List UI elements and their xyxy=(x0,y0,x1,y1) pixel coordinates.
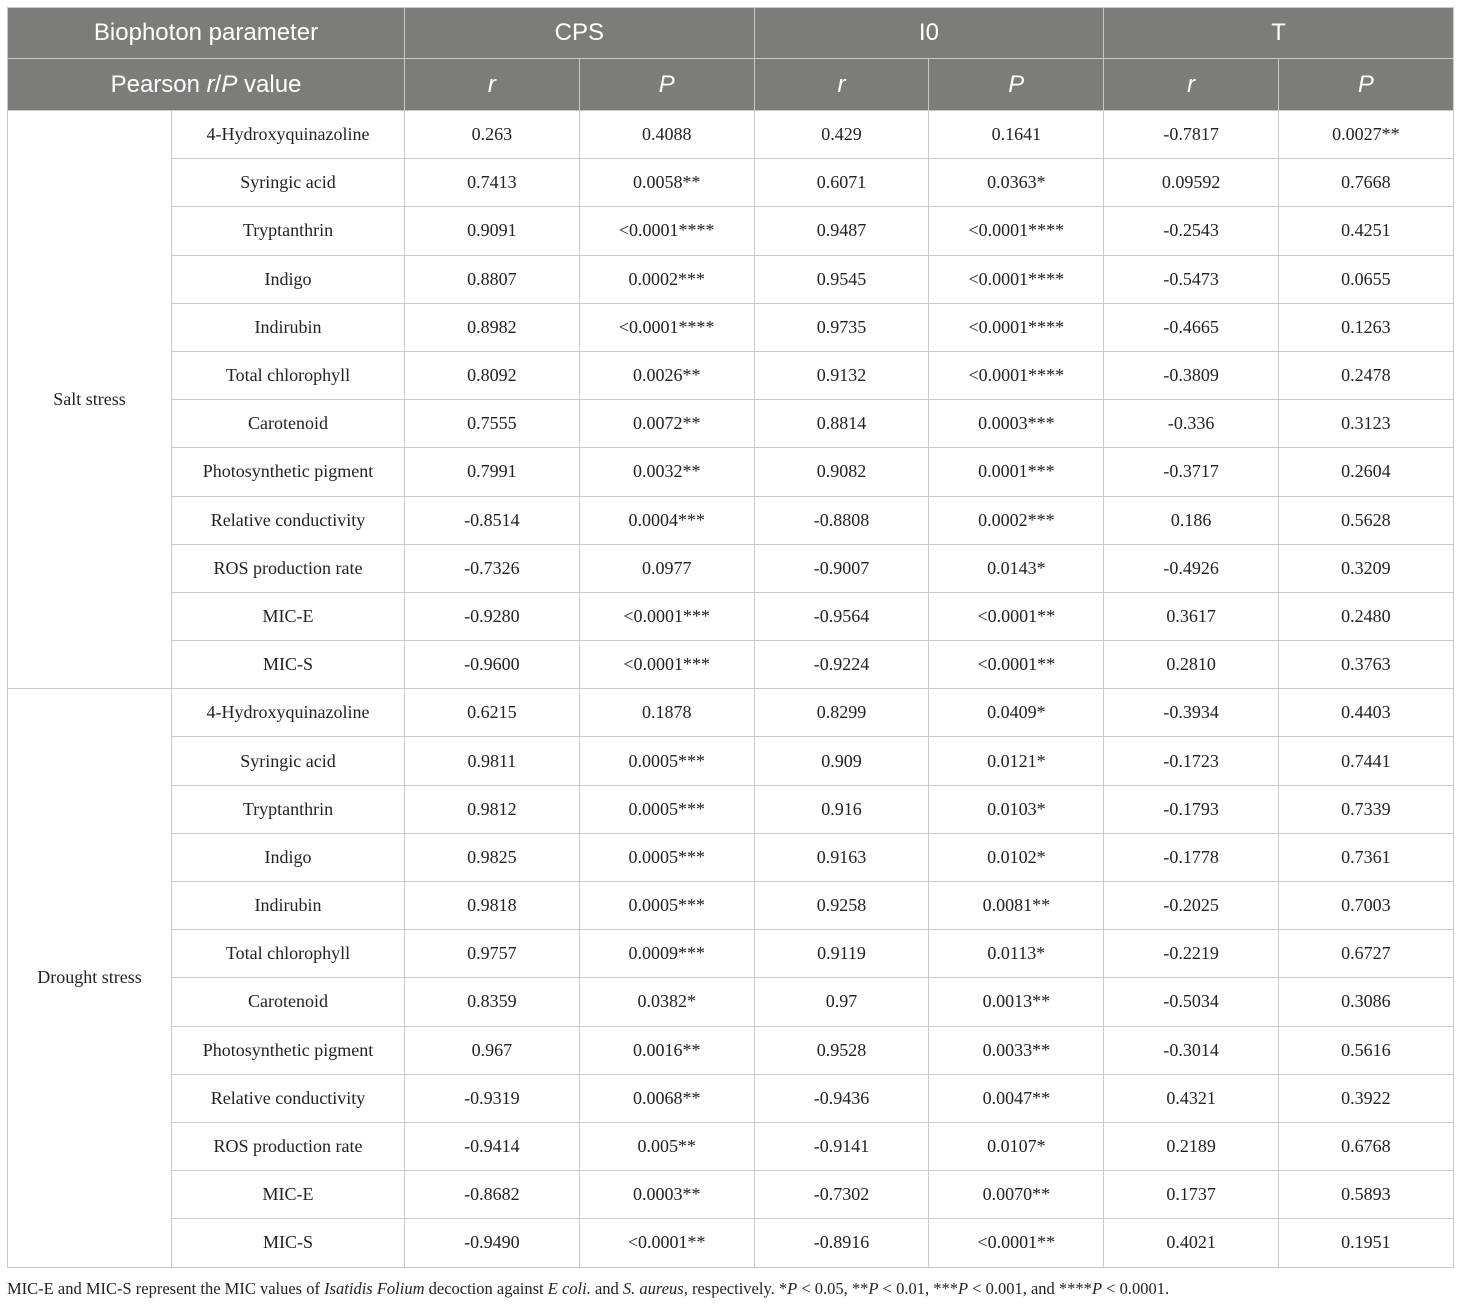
p-value-cell: 0.2604 xyxy=(1279,448,1454,496)
p-value-cell: <0.0001** xyxy=(929,641,1104,689)
p-value-cell: 0.0068** xyxy=(579,1074,754,1122)
header-group-cps: CPS xyxy=(405,8,755,59)
parameter-cell: Total chlorophyll xyxy=(172,351,405,399)
p-value-cell: 0.0005*** xyxy=(579,833,754,881)
p-value-cell: 0.3209 xyxy=(1279,544,1454,592)
p-value-cell: 0.3922 xyxy=(1279,1074,1454,1122)
table-row xyxy=(8,930,1454,978)
r-value-cell: -0.7817 xyxy=(1104,111,1279,159)
r-value-cell: -0.9490 xyxy=(405,1219,580,1267)
p-value-cell: 0.2480 xyxy=(1279,592,1454,640)
p-value-cell: 0.4251 xyxy=(1279,207,1454,255)
r-value-cell: -0.8682 xyxy=(405,1171,580,1219)
r-value-cell: 0.97 xyxy=(754,978,929,1026)
r-value-cell: 0.916 xyxy=(754,785,929,833)
table-row xyxy=(8,1074,1454,1122)
r-value-cell: -0.2025 xyxy=(1104,882,1279,930)
p-value-cell: 0.0002*** xyxy=(929,496,1104,544)
p-value-cell: 0.0047** xyxy=(929,1074,1104,1122)
p-value-cell: 0.1878 xyxy=(579,689,754,737)
p-value-cell: 0.1951 xyxy=(1279,1219,1454,1267)
r-value-cell: 0.186 xyxy=(1104,496,1279,544)
table-row xyxy=(8,833,1454,881)
p-value-cell: 0.0081** xyxy=(929,882,1104,930)
p-value-cell: 0.0013** xyxy=(929,978,1104,1026)
r-value-cell: 0.8359 xyxy=(405,978,580,1026)
table-row xyxy=(8,496,1454,544)
r-value-cell: 0.4021 xyxy=(1104,1219,1279,1267)
p-value-cell: 0.3086 xyxy=(1279,978,1454,1026)
p-value-cell: <0.0001*** xyxy=(579,641,754,689)
p-value-cell: 0.0002*** xyxy=(579,255,754,303)
r-value-cell: 0.7991 xyxy=(405,448,580,496)
r-value-cell: 0.8814 xyxy=(754,400,929,448)
p-value-cell: 0.0016** xyxy=(579,1026,754,1074)
r-value-cell: -0.8916 xyxy=(754,1219,929,1267)
table-row xyxy=(8,978,1454,1026)
header-sub-p xyxy=(1279,59,1454,111)
header-pearson-r: r xyxy=(206,70,215,98)
footnote-italic: Isatidis Folium xyxy=(324,1279,425,1298)
r-value-cell: -0.2543 xyxy=(1104,207,1279,255)
p-value-cell: 0.0032** xyxy=(579,448,754,496)
r-value-cell: 0.9091 xyxy=(405,207,580,255)
header-pearson-suffix: value xyxy=(237,70,302,98)
parameter-cell: Photosynthetic pigment xyxy=(172,448,405,496)
r-value-cell: -0.1723 xyxy=(1104,737,1279,785)
p-value-cell: 0.0001*** xyxy=(929,448,1104,496)
table-header xyxy=(8,8,1454,111)
r-value-cell: -0.1778 xyxy=(1104,833,1279,881)
p-value-cell: 0.7668 xyxy=(1279,159,1454,207)
r-value-cell: -0.8808 xyxy=(754,496,929,544)
r-value-cell: 0.8982 xyxy=(405,303,580,351)
header-sub-label: P xyxy=(658,70,675,98)
parameter-cell: Indigo xyxy=(172,833,405,881)
r-value-cell: 0.6071 xyxy=(754,159,929,207)
footnote-italic: P xyxy=(787,1279,798,1298)
p-value-cell: 0.0121* xyxy=(929,737,1104,785)
footnote-text: decoction against xyxy=(424,1279,548,1298)
table-row xyxy=(8,689,1454,737)
correlation-table xyxy=(7,7,1454,1268)
p-value-cell: 0.0027** xyxy=(1279,111,1454,159)
p-value-cell: 0.1263 xyxy=(1279,303,1454,351)
r-value-cell: 0.8807 xyxy=(405,255,580,303)
r-value-cell: 0.429 xyxy=(754,111,929,159)
table-row xyxy=(8,255,1454,303)
r-value-cell: 0.2189 xyxy=(1104,1122,1279,1170)
r-value-cell: -0.7302 xyxy=(754,1171,929,1219)
parameter-cell: 4-Hydroxyquinazoline xyxy=(172,689,405,737)
parameter-cell: MIC-S xyxy=(172,1219,405,1267)
r-value-cell: -0.336 xyxy=(1104,400,1279,448)
table-row xyxy=(8,351,1454,399)
p-value-cell: 0.0070** xyxy=(929,1171,1104,1219)
p-value-cell: 0.0655 xyxy=(1279,255,1454,303)
r-value-cell: 0.7555 xyxy=(405,400,580,448)
r-value-cell: 0.8092 xyxy=(405,351,580,399)
header-sub-label: r xyxy=(837,70,846,98)
r-value-cell: -0.4665 xyxy=(1104,303,1279,351)
r-value-cell: -0.9436 xyxy=(754,1074,929,1122)
r-value-cell: -0.9414 xyxy=(405,1122,580,1170)
section-label: Drought stress xyxy=(8,689,172,1267)
p-value-cell: 0.0026** xyxy=(579,351,754,399)
r-value-cell: -0.9007 xyxy=(754,544,929,592)
parameter-cell: Carotenoid xyxy=(172,400,405,448)
p-value-cell: 0.0977 xyxy=(579,544,754,592)
r-value-cell: -0.3014 xyxy=(1104,1026,1279,1074)
header-sub-r xyxy=(1104,59,1279,111)
r-value-cell: 0.9487 xyxy=(754,207,929,255)
parameter-cell: Tryptanthrin xyxy=(172,785,405,833)
p-value-cell: 0.0005*** xyxy=(579,737,754,785)
parameter-cell: 4-Hydroxyquinazoline xyxy=(172,111,405,159)
r-value-cell: 0.9818 xyxy=(405,882,580,930)
parameter-cell: Relative conductivity xyxy=(172,496,405,544)
header-sub-r xyxy=(405,59,580,111)
r-value-cell: 0.9812 xyxy=(405,785,580,833)
table-row xyxy=(8,448,1454,496)
footnote-italic: E coli. xyxy=(547,1279,591,1298)
table-row xyxy=(8,1122,1454,1170)
parameter-cell: Indigo xyxy=(172,255,405,303)
r-value-cell: 0.9735 xyxy=(754,303,929,351)
r-value-cell: 0.1737 xyxy=(1104,1171,1279,1219)
r-value-cell: -0.9600 xyxy=(405,641,580,689)
table-row xyxy=(8,785,1454,833)
p-value-cell: 0.0005*** xyxy=(579,785,754,833)
r-value-cell: 0.9545 xyxy=(754,255,929,303)
r-value-cell: -0.8514 xyxy=(405,496,580,544)
header-biophoton-parameter: Biophoton parameter xyxy=(8,8,405,59)
r-value-cell: -0.7326 xyxy=(405,544,580,592)
table-body xyxy=(8,111,1454,1268)
footnote-text: < 0.001, and **** xyxy=(968,1279,1092,1298)
p-value-cell: <0.0001**** xyxy=(579,207,754,255)
footnote-text: and xyxy=(590,1279,623,1298)
p-value-cell: 0.7441 xyxy=(1279,737,1454,785)
p-value-cell: 0.2478 xyxy=(1279,351,1454,399)
r-value-cell: -0.9319 xyxy=(405,1074,580,1122)
table-row xyxy=(8,1219,1454,1267)
r-value-cell: 0.263 xyxy=(405,111,580,159)
r-value-cell: -0.3809 xyxy=(1104,351,1279,399)
r-value-cell: 0.909 xyxy=(754,737,929,785)
r-value-cell: -0.9564 xyxy=(754,592,929,640)
parameter-cell: Relative conductivity xyxy=(172,1074,405,1122)
header-sub-p xyxy=(929,59,1104,111)
header-row-groups xyxy=(8,8,1454,59)
r-value-cell: 0.3617 xyxy=(1104,592,1279,640)
p-value-cell: 0.0113* xyxy=(929,930,1104,978)
p-value-cell: 0.0072** xyxy=(579,400,754,448)
table-footnote xyxy=(7,1279,1169,1299)
p-value-cell: 0.5893 xyxy=(1279,1171,1454,1219)
parameter-cell: MIC-E xyxy=(172,592,405,640)
table-row xyxy=(8,111,1454,159)
r-value-cell: 0.6215 xyxy=(405,689,580,737)
header-group-i0: I0 xyxy=(754,8,1104,59)
parameter-cell: MIC-S xyxy=(172,641,405,689)
parameter-cell: ROS production rate xyxy=(172,1122,405,1170)
p-value-cell: 0.0107* xyxy=(929,1122,1104,1170)
p-value-cell: 0.0103* xyxy=(929,785,1104,833)
r-value-cell: -0.9224 xyxy=(754,641,929,689)
p-value-cell: 0.0102* xyxy=(929,833,1104,881)
parameter-cell: MIC-E xyxy=(172,1171,405,1219)
parameter-cell: Syringic acid xyxy=(172,159,405,207)
r-value-cell: -0.1793 xyxy=(1104,785,1279,833)
r-value-cell: -0.2219 xyxy=(1104,930,1279,978)
p-value-cell: 0.6768 xyxy=(1279,1122,1454,1170)
header-sub-label: r xyxy=(1187,70,1196,98)
footnote-text: , respectively. * xyxy=(683,1279,788,1298)
r-value-cell: 0.9811 xyxy=(405,737,580,785)
table-row xyxy=(8,1171,1454,1219)
p-value-cell: 0.4403 xyxy=(1279,689,1454,737)
table-row xyxy=(8,882,1454,930)
r-value-cell: 0.9119 xyxy=(754,930,929,978)
p-value-cell: 0.6727 xyxy=(1279,930,1454,978)
p-value-cell: 0.0003*** xyxy=(929,400,1104,448)
parameter-cell: Tryptanthrin xyxy=(172,207,405,255)
footnote-italic: S. aureus xyxy=(622,1279,684,1298)
header-pearson-sep: / xyxy=(214,70,222,98)
footnote-text: < 0.0001. xyxy=(1102,1279,1170,1298)
section-label: Salt stress xyxy=(8,111,172,689)
r-value-cell: -0.4926 xyxy=(1104,544,1279,592)
p-value-cell: <0.0001**** xyxy=(929,207,1104,255)
p-value-cell: 0.0005*** xyxy=(579,882,754,930)
header-sub-r xyxy=(754,59,929,111)
p-value-cell: 0.0004*** xyxy=(579,496,754,544)
r-value-cell: 0.2810 xyxy=(1104,641,1279,689)
parameter-cell: Indirubin xyxy=(172,303,405,351)
p-value-cell: 0.5616 xyxy=(1279,1026,1454,1074)
header-sub-p xyxy=(579,59,754,111)
p-value-cell: 0.7339 xyxy=(1279,785,1454,833)
parameter-cell: Syringic acid xyxy=(172,737,405,785)
r-value-cell: 0.967 xyxy=(405,1026,580,1074)
p-value-cell: <0.0001**** xyxy=(929,255,1104,303)
table-row xyxy=(8,641,1454,689)
parameter-cell: Carotenoid xyxy=(172,978,405,1026)
r-value-cell: -0.9141 xyxy=(754,1122,929,1170)
p-value-cell: 0.3763 xyxy=(1279,641,1454,689)
footnote-italic: P xyxy=(868,1279,879,1298)
header-sub-label: P xyxy=(1008,70,1025,98)
r-value-cell: -0.5034 xyxy=(1104,978,1279,1026)
p-value-cell: <0.0001*** xyxy=(579,592,754,640)
p-value-cell: 0.0143* xyxy=(929,544,1104,592)
p-value-cell: 0.0382* xyxy=(579,978,754,1026)
p-value-cell: <0.0001**** xyxy=(579,303,754,351)
p-value-cell: 0.0058** xyxy=(579,159,754,207)
header-sub-label: P xyxy=(1357,70,1374,98)
p-value-cell: 0.1641 xyxy=(929,111,1104,159)
p-value-cell: <0.0001** xyxy=(579,1219,754,1267)
parameter-cell: ROS production rate xyxy=(172,544,405,592)
table-row xyxy=(8,737,1454,785)
r-value-cell: -0.3934 xyxy=(1104,689,1279,737)
p-value-cell: <0.0001**** xyxy=(929,351,1104,399)
p-value-cell: 0.0363* xyxy=(929,159,1104,207)
r-value-cell: 0.9825 xyxy=(405,833,580,881)
footnote-italic: P xyxy=(1091,1279,1103,1298)
p-value-cell: 0.0033** xyxy=(929,1026,1104,1074)
header-pearson-label xyxy=(8,59,405,111)
header-sub-label: r xyxy=(487,70,496,98)
table-row xyxy=(8,544,1454,592)
table-row xyxy=(8,592,1454,640)
r-value-cell: -0.3717 xyxy=(1104,448,1279,496)
footnote-italic: P xyxy=(957,1279,969,1298)
table-row xyxy=(8,207,1454,255)
footnote-text: < 0.05, ** xyxy=(797,1279,869,1298)
r-value-cell: 0.9757 xyxy=(405,930,580,978)
header-pearson-prefix: Pearson xyxy=(110,70,207,98)
parameter-cell: Total chlorophyll xyxy=(172,930,405,978)
p-value-cell: <0.0001** xyxy=(929,1219,1104,1267)
header-row-stats xyxy=(8,59,1454,111)
p-value-cell: 0.7361 xyxy=(1279,833,1454,881)
header-pearson-p: P xyxy=(221,70,238,98)
r-value-cell: 0.7413 xyxy=(405,159,580,207)
r-value-cell: -0.5473 xyxy=(1104,255,1279,303)
p-value-cell: 0.0009*** xyxy=(579,930,754,978)
table-row xyxy=(8,159,1454,207)
r-value-cell: 0.9528 xyxy=(754,1026,929,1074)
r-value-cell: 0.09592 xyxy=(1104,159,1279,207)
p-value-cell: <0.0001**** xyxy=(929,303,1104,351)
p-value-cell: 0.005** xyxy=(579,1122,754,1170)
p-value-cell: 0.7003 xyxy=(1279,882,1454,930)
p-value-cell: <0.0001** xyxy=(929,592,1104,640)
parameter-cell: Photosynthetic pigment xyxy=(172,1026,405,1074)
p-value-cell: 0.3123 xyxy=(1279,400,1454,448)
header-group-t: T xyxy=(1104,8,1454,59)
table-row xyxy=(8,303,1454,351)
r-value-cell: -0.9280 xyxy=(405,592,580,640)
table-row xyxy=(8,1026,1454,1074)
parameter-cell: Indirubin xyxy=(172,882,405,930)
p-value-cell: 0.4088 xyxy=(579,111,754,159)
p-value-cell: 0.0003** xyxy=(579,1171,754,1219)
r-value-cell: 0.4321 xyxy=(1104,1074,1279,1122)
r-value-cell: 0.9082 xyxy=(754,448,929,496)
r-value-cell: 0.9258 xyxy=(754,882,929,930)
p-value-cell: 0.5628 xyxy=(1279,496,1454,544)
table-row xyxy=(8,400,1454,448)
footnote-text: < 0.01, *** xyxy=(878,1279,958,1298)
r-value-cell: 0.9163 xyxy=(754,833,929,881)
p-value-cell: 0.0409* xyxy=(929,689,1104,737)
footnote-text: MIC-E and MIC-S represent the MIC values of xyxy=(7,1279,325,1298)
r-value-cell: 0.9132 xyxy=(754,351,929,399)
r-value-cell: 0.8299 xyxy=(754,689,929,737)
